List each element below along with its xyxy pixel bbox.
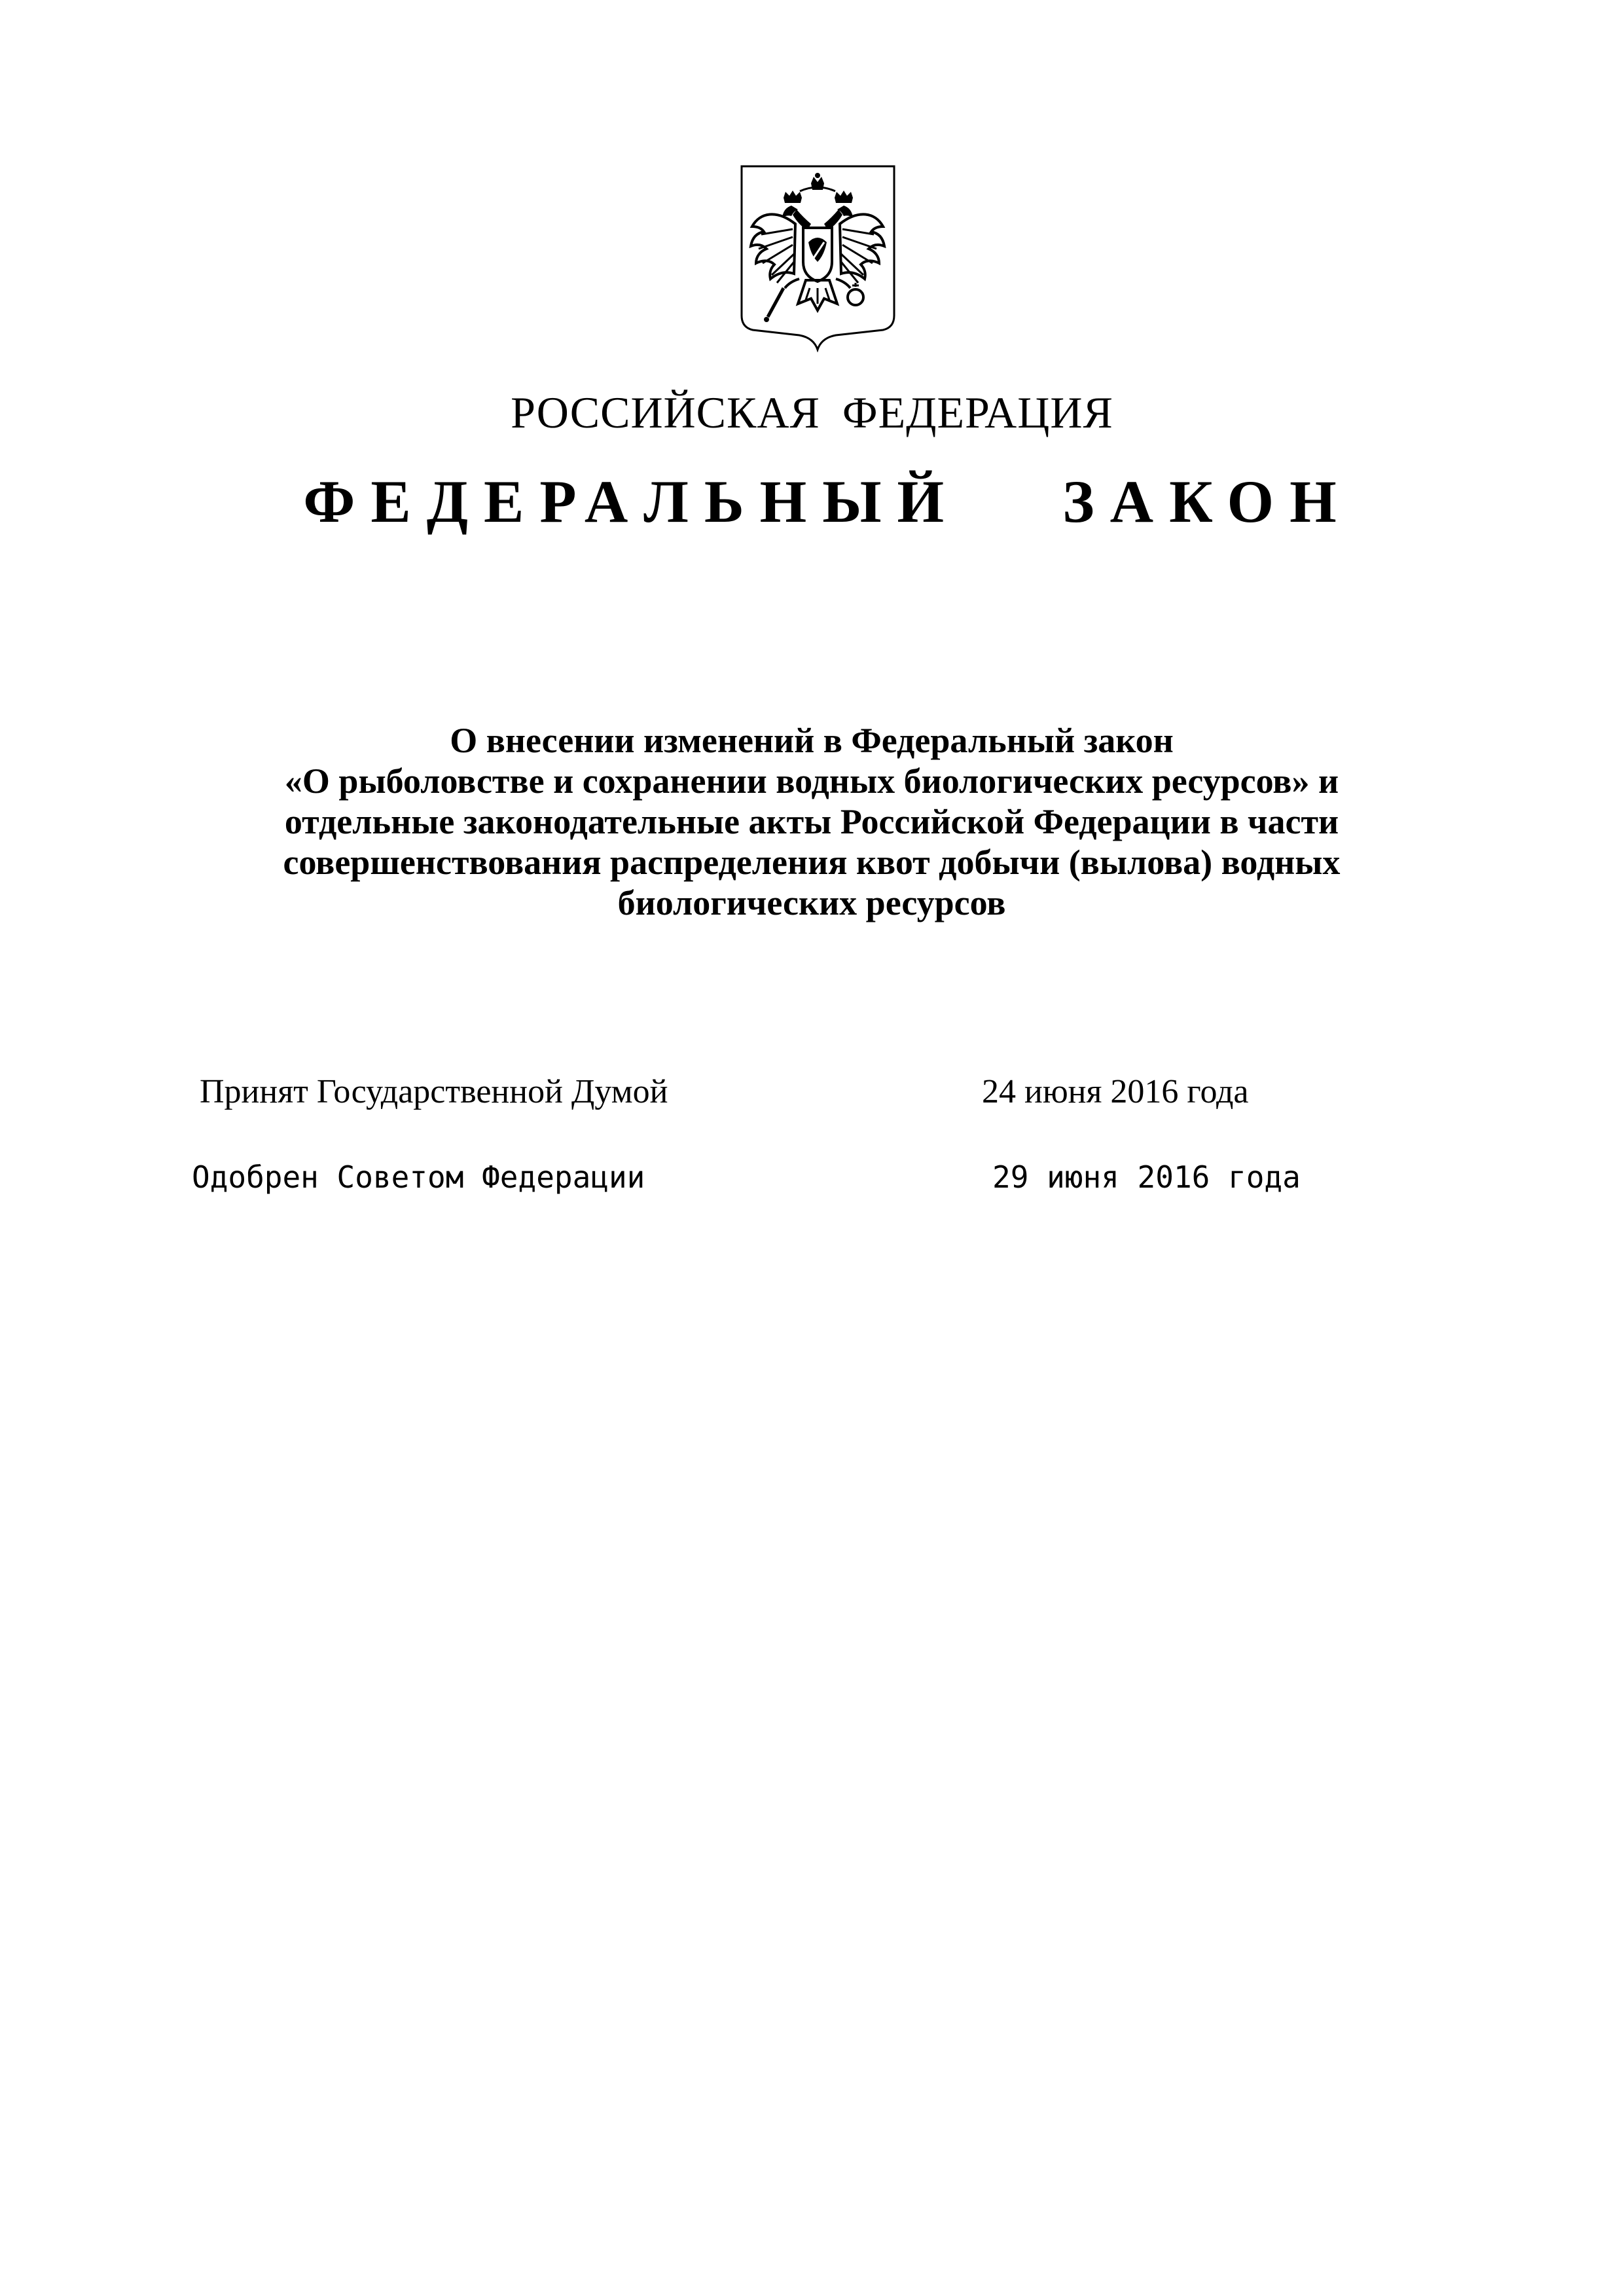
russian-coat-of-arms-icon bbox=[738, 164, 898, 352]
duma-adoption-date: 24 июня 2016 года bbox=[982, 1073, 1249, 1110]
coat-of-arms-emblem bbox=[738, 164, 898, 352]
law-title-line: биологических ресурсов bbox=[617, 883, 1006, 922]
law-title-line: отдельные законодательные акты Российской Федерации в части bbox=[284, 802, 1339, 841]
council-approval-label: Одобрен Советом Федерации bbox=[192, 1159, 645, 1195]
law-title-line: совершенствования распределения квот добычи (вылова) водных bbox=[283, 843, 1341, 882]
council-approval-row bbox=[0, 1159, 1624, 1208]
document-type: ФЕДЕРАЛЬНЫЙ ЗАКОН bbox=[303, 468, 1352, 535]
law-title bbox=[223, 720, 1401, 923]
duma-adoption-label: Принят Государственной Думой bbox=[200, 1073, 668, 1110]
country-name: РОССИЙСКАЯ ФЕДЕРАЦИЯ bbox=[511, 388, 1113, 437]
duma-adoption-row bbox=[0, 1075, 1624, 1121]
law-title-line: «О рыболовстве и сохранении водных биологических ресурсов» и bbox=[284, 761, 1339, 801]
council-approval-date: 29 июня 2016 года bbox=[992, 1159, 1301, 1195]
law-title-line: О внесении изменений в Федеральный закон bbox=[450, 721, 1174, 760]
